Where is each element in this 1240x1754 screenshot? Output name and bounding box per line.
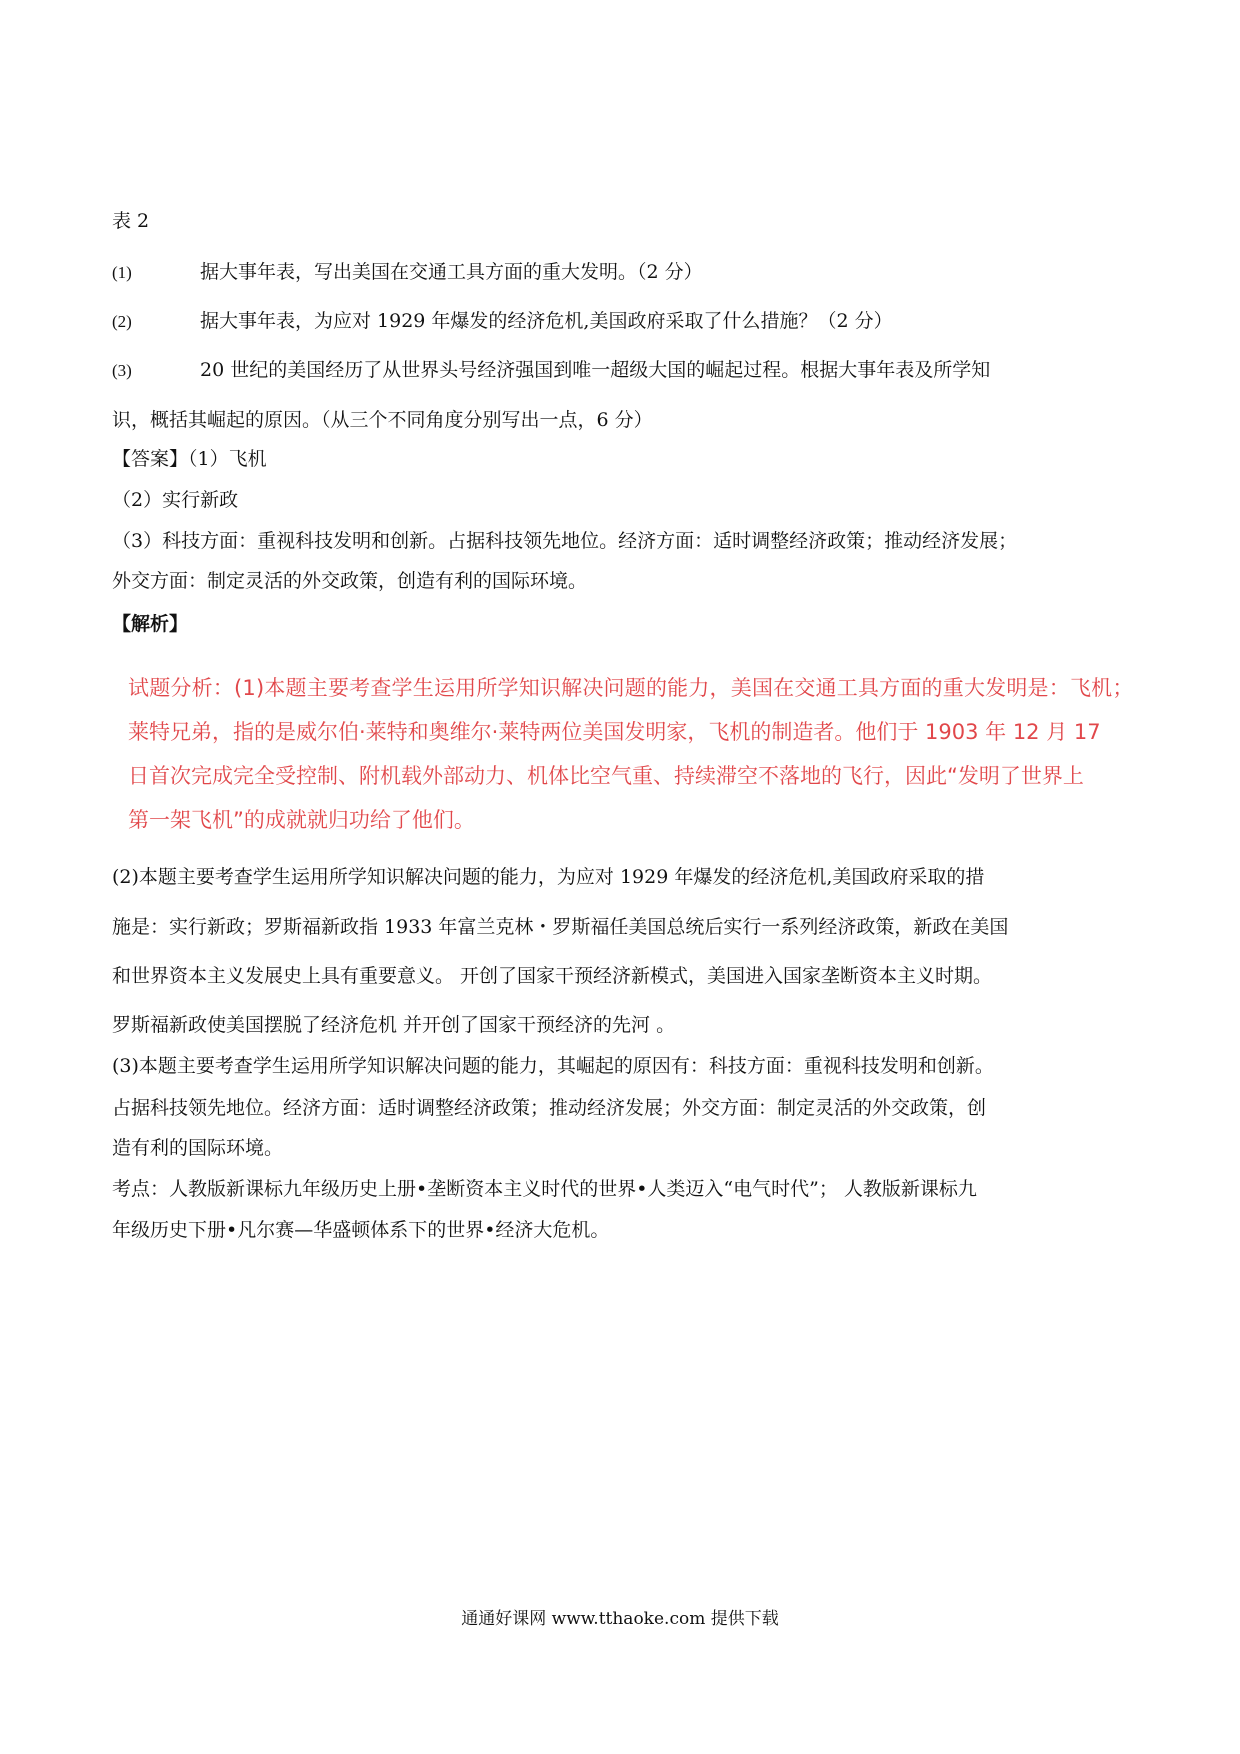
answer-line: 外交方面：制定灵活的外交政策，创造有利的国际环境。	[112, 570, 588, 592]
analysis-line: 造有利的国际环境。	[112, 1137, 284, 1159]
analysis-line: 试题分析：(1)本题主要考查学生运用所学知识解决问题的能力，美国在交通工具方面的重大发明是：飞机；	[128, 676, 1134, 700]
analysis-heading: 【解析】	[112, 613, 189, 635]
question-2	[112, 308, 893, 335]
analysis-line: 日首次完成完全受控制、附机载外部动力、机体比空气重、持续滞空不落地的飞行，因此“发明了世界上	[128, 764, 1084, 788]
question-1	[112, 259, 703, 286]
analysis-line: (3)本题主要考查学生运用所学知识解决问题的能力，其崛起的原因有：科技方面：重视科技发明和创新。	[112, 1055, 994, 1077]
analysis-line: 占据科技领先地位。经济方面：适时调整经济政策；推动经济发展；外交方面：制定灵活的外交政策，创	[112, 1097, 987, 1119]
kaodian-line: 考点：人教版新课标九年级历史上册•垄断资本主义时代的世界•人类迈入“电气时代”； 人教版新课标九	[112, 1178, 977, 1200]
question-3-continuation: 识，概括其崛起的原因。（从三个不同角度分别写出一点，6 分）	[112, 409, 653, 431]
analysis-line: 施是：实行新政；罗斯福新政指 1933 年富兰克林・罗斯福任美国总统后实行一系列经济政策，新政在美国	[112, 916, 1009, 938]
analysis-line: 第一架飞机”的成就就归功给了他们。	[128, 808, 475, 832]
page-footer: 通通好课网 www.tthaoke.com 提供下载	[461, 1609, 779, 1629]
analysis-line: 和世界资本主义发展史上具有重要意义。 开创了国家干预经济新模式，美国进入国家垄断资本主义时期。	[112, 965, 993, 987]
answer-line: （3）科技方面：重视科技发明和创新。占据科技领先地位。经济方面：适时调整经济政策；推动经济发展；	[112, 530, 1018, 552]
question-number: (1)	[112, 263, 132, 282]
kaodian-line: 年级历史下册•凡尔赛—华盛顿体系下的世界•经济大危机。	[112, 1219, 610, 1241]
highlighted-analysis	[128, 666, 1158, 842]
table-label: 表 2	[112, 210, 150, 232]
question-text: 据大事年表，为应对 1929 年爆发的经济危机,美国政府采取了什么措施？（2 分）	[200, 310, 893, 332]
answer-line: 【答案】（1）飞机	[112, 448, 267, 470]
question-text: 20 世纪的美国经历了从世界头号经济强国到唯一超级大国的崛起过程。根据大事年表及所学知	[200, 359, 991, 381]
analysis-line: 罗斯福新政使美国摆脱了经济危机 并开创了国家干预经济的先河 。	[112, 1014, 676, 1036]
analysis-line: 莱特兄弟，指的是威尔伯·莱特和奥维尔·莱特两位美国发明家，飞机的制造者。他们于 1903 年 12 月 17	[128, 720, 1101, 744]
question-text: 据大事年表，写出美国在交通工具方面的重大发明。（2 分）	[200, 261, 703, 283]
question-number: (2)	[112, 312, 132, 331]
analysis-line: (2)本题主要考查学生运用所学知识解决问题的能力，为应对 1929 年爆发的经济危机,美国政府采取的措	[112, 866, 985, 888]
question-3	[112, 357, 990, 384]
answer-line: （2）实行新政	[112, 489, 239, 511]
question-number: (3)	[112, 361, 132, 380]
